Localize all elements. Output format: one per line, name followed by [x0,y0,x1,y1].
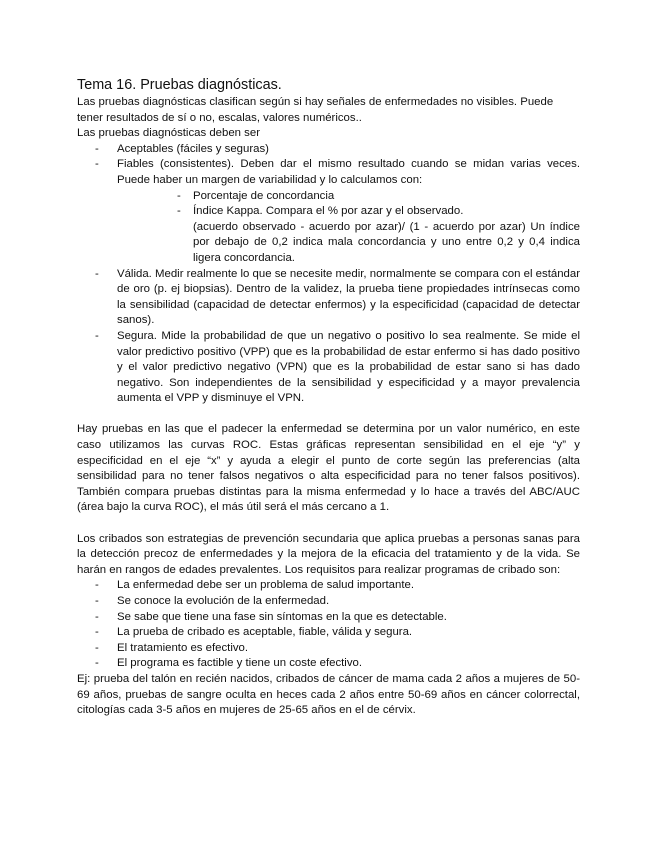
list-item: - La prueba de cribado es aceptable, fiable, válida y segura. [77,625,580,641]
spacer [77,516,580,532]
list-item: - Se sabe que tiene una fase sin síntomas en la que es detectable. [77,610,580,626]
sublist-item-kappa [177,204,580,266]
fiables-text: Fiables (consistentes). Deben dar el mismo resultado cuando se midan varias veces. Puede haber un margen de variabilidad y lo calculamos con: [117,158,580,186]
kappa-detail: (acuerdo observado - acuerdo por azar)/ (1 - acuerdo por azar) Un índice por debajo de 0,2 indica mala concordancia y uno entre 0,2 y 0,4 indica ligera concordancia. [193,220,580,264]
criteria-heading: Las pruebas diagnósticas deben ser [77,127,261,140]
intro-paragraph: Las pruebas diagnósticas clasifican según si hay señales de enfermedades no visibles. Puede tener resultados de sí o no, escalas, valores numéricos.. [77,96,554,124]
list-item: - Se conoce la evolución de la enfermedad. [77,594,580,610]
list-item: - El programa es factible y tiene un coste efectivo. [77,656,580,672]
cribado-paragraph: Los cribados son estrategias de prevención secundaria que aplica pruebas a personas sanas para la detección precoz de enfermedades y la mejora de la eficacia del tratamiento y de la vida. Se harán en rangos de edades prevalentes. Los requisitos para realizar programas de cribado son: [77,532,580,576]
spacer [77,407,580,423]
roc-paragraph: Hay pruebas en las que el padecer la enfermedad se determina por un valor numérico, en este caso utilizamos las curvas ROC. Estas gráficas representan sensibilidad en el eje “y” y especificidad en el eje “x” y ayuda a elegir el punto de corte según las preferencias (alta sensibilidad para no tener falsos negativos o alta especificidad para no tener falsos positivos). También compara pruebas distintas para la misma enfermedad y lo hace a través del ABC/AUC (área bajo la curva ROC), el más útil será el más cercano a 1. [77,423,580,514]
fiables-sublist [177,189,580,267]
list-item: - La enfermedad debe ser un problema de salud importante. [77,578,580,594]
criteria-fiables [77,157,580,266]
criteria-valida: - Válida. Medir realmente lo que se necesite medir, normalmente se compara con el estándar de oro (p. ej biopsias). Dentro de la validez, la prueba tiene propiedades intrínsecas como la sensibilidad (capacidad de detectar enfermos) y la especificidad (capacidad de detectar sanos). [77,267,580,329]
list-item: - El tratamiento es efectivo. [77,641,580,657]
page-title: Tema 16. Pruebas diagnósticas. [77,77,282,93]
criteria-aceptables: - Aceptables (fáciles y seguras) [77,142,580,158]
sublist-item-concordancia: - Porcentaje de concordancia [177,189,580,205]
examples-paragraph: Ej: prueba del talón en recién nacidos, cribados de cáncer de mama cada 2 años a mujeres de 50-69 años, pruebas de sangre oculta en heces cada 2 años entre 50-69 años en cáncer colorrectal, citologías cada 3-5 años en mujeres de 25-65 años en el de cérvix. [77,672,580,717]
requisitos-list [77,578,580,672]
kappa-label: Índice Kappa. Compara el % por azar y el observado. [193,205,464,218]
criteria-segura: - Segura. Mide la probabilidad de que un negativo o positivo lo sea realmente. Se mide el valor predictivo positivo (VPP) que es la probabilidad de estar enfermo si has dado positivo y el valor predictivo negativo (VPN) que es la probabilidad de estar sano si has dado negativo. Son independientes de la sensibilidad y especificidad y a mayor prevalencia aumenta el VPP y disminuye el VPN. [77,329,580,407]
criteria-list [77,142,580,407]
